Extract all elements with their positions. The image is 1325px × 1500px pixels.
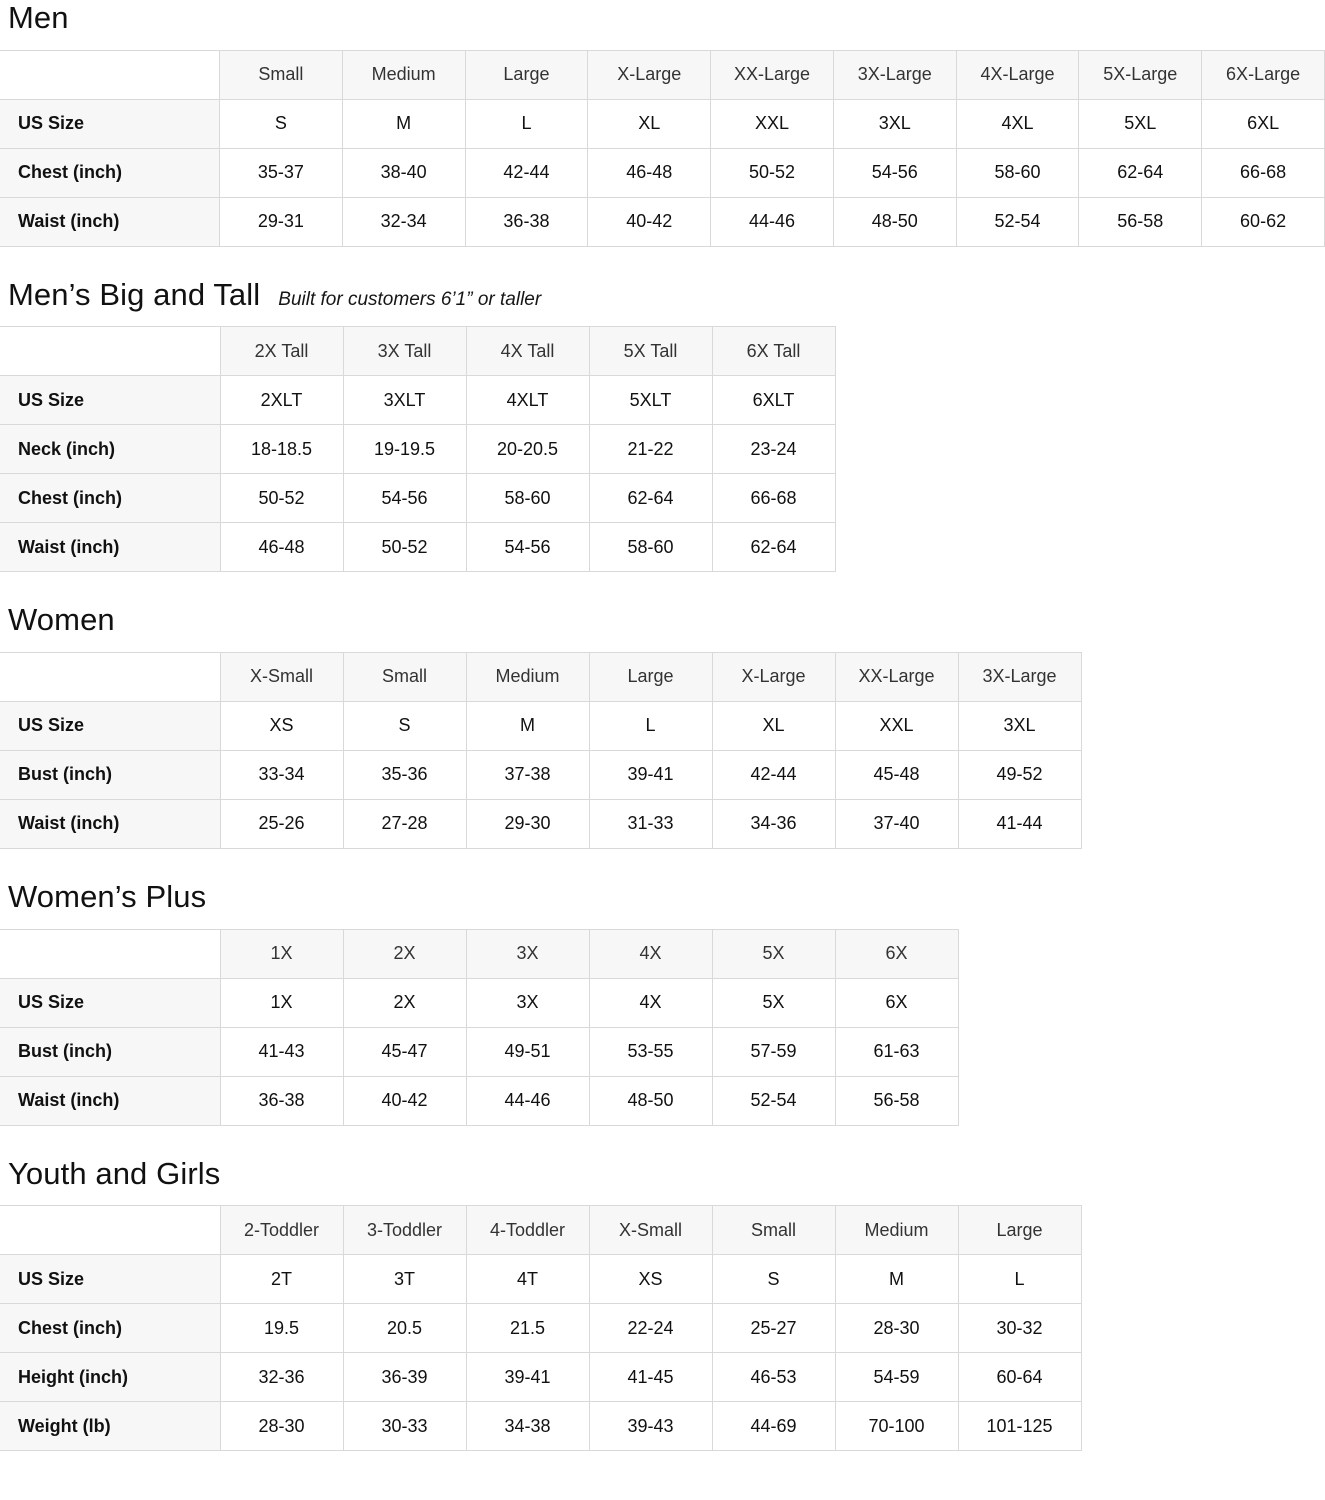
section-header <box>0 602 1325 638</box>
table-cell: 29-30 <box>466 799 589 848</box>
table-cell: 54-59 <box>835 1353 958 1402</box>
table-cell: 61-63 <box>835 1027 958 1076</box>
table-cell: M <box>835 1255 958 1304</box>
table-header-row <box>0 652 1081 701</box>
table-cell: 29-31 <box>219 197 342 246</box>
table-header-row <box>0 327 835 376</box>
table-cell: 49-52 <box>958 750 1081 799</box>
row-header: US Size <box>0 701 220 750</box>
table-cell: 40-42 <box>588 197 711 246</box>
table-header-row <box>0 50 1325 99</box>
table-cell: 20.5 <box>343 1304 466 1353</box>
table-cell: 42-44 <box>712 750 835 799</box>
table-cell: 46-48 <box>220 523 343 572</box>
table-cell: 60-64 <box>958 1353 1081 1402</box>
section-header <box>0 879 1325 915</box>
table-cell: 36-39 <box>343 1353 466 1402</box>
section-header <box>0 0 1325 36</box>
table-cell: 56-58 <box>1079 197 1202 246</box>
table-cell: 2XLT <box>220 376 343 425</box>
row-header: US Size <box>0 99 219 148</box>
row-header: Waist (inch) <box>0 1076 220 1125</box>
table-cell: 54-56 <box>343 474 466 523</box>
column-header: Medium <box>342 50 465 99</box>
table-row <box>0 750 1081 799</box>
table-corner-cell <box>0 50 219 99</box>
table-cell: 33-34 <box>220 750 343 799</box>
table-row <box>0 376 835 425</box>
table-cell: XXL <box>711 99 834 148</box>
size-table <box>0 652 1082 849</box>
row-header: US Size <box>0 978 220 1027</box>
table-cell: 50-52 <box>343 523 466 572</box>
table-cell: 42-44 <box>465 148 588 197</box>
size-section <box>0 602 1325 849</box>
column-header: XX-Large <box>835 652 958 701</box>
table-cell: 18-18.5 <box>220 425 343 474</box>
table-cell: 62-64 <box>712 523 835 572</box>
section-header <box>0 277 1325 313</box>
table-row <box>0 474 835 523</box>
table-cell: S <box>343 701 466 750</box>
table-cell: 23-24 <box>712 425 835 474</box>
table-cell: XXL <box>835 701 958 750</box>
column-header: 2-Toddler <box>220 1206 343 1255</box>
table-row <box>0 425 835 474</box>
table-row <box>0 1402 1081 1451</box>
table-cell: 45-47 <box>343 1027 466 1076</box>
table-header-row <box>0 1206 1081 1255</box>
table-row <box>0 1353 1081 1402</box>
size-section <box>0 0 1325 247</box>
section-title: Men’s Big and Tall <box>8 276 261 312</box>
section-title: Women’s Plus <box>8 878 207 914</box>
column-header: Large <box>465 50 588 99</box>
size-table <box>0 50 1325 247</box>
table-cell: 28-30 <box>835 1304 958 1353</box>
table-cell: 40-42 <box>343 1076 466 1125</box>
table-cell: 2X <box>343 978 466 1027</box>
table-cell: 34-36 <box>712 799 835 848</box>
row-header: Weight (lb) <box>0 1402 220 1451</box>
row-header: Bust (inch) <box>0 750 220 799</box>
column-header: 6X Tall <box>712 327 835 376</box>
row-header: Chest (inch) <box>0 148 219 197</box>
size-section <box>0 277 1325 573</box>
table-cell: 52-54 <box>956 197 1079 246</box>
table-row <box>0 1304 1081 1353</box>
column-header: X-Large <box>712 652 835 701</box>
table-cell: 35-36 <box>343 750 466 799</box>
column-header: X-Large <box>588 50 711 99</box>
column-header: Small <box>712 1206 835 1255</box>
table-cell: 3XLT <box>343 376 466 425</box>
table-cell: 36-38 <box>220 1076 343 1125</box>
table-cell: XS <box>220 701 343 750</box>
size-table <box>0 1205 1082 1451</box>
table-cell: 4XLT <box>466 376 589 425</box>
table-cell: 41-45 <box>589 1353 712 1402</box>
table-cell: 58-60 <box>589 523 712 572</box>
table-cell: 5XLT <box>589 376 712 425</box>
column-header: XX-Large <box>711 50 834 99</box>
table-cell: S <box>219 99 342 148</box>
column-header: Medium <box>466 652 589 701</box>
table-row <box>0 99 1325 148</box>
table-cell: M <box>342 99 465 148</box>
column-header: 5X <box>712 929 835 978</box>
table-cell: 25-27 <box>712 1304 835 1353</box>
column-header: Large <box>589 652 712 701</box>
table-corner-cell <box>0 327 220 376</box>
table-cell: 53-55 <box>589 1027 712 1076</box>
table-cell: 56-58 <box>835 1076 958 1125</box>
table-cell: 28-30 <box>220 1402 343 1451</box>
size-table <box>0 326 836 572</box>
table-cell: 25-26 <box>220 799 343 848</box>
table-cell: L <box>465 99 588 148</box>
table-cell: 62-64 <box>589 474 712 523</box>
table-cell: 39-41 <box>466 1353 589 1402</box>
table-cell: 44-69 <box>712 1402 835 1451</box>
row-header: Waist (inch) <box>0 523 220 572</box>
column-header: Small <box>343 652 466 701</box>
table-corner-cell <box>0 652 220 701</box>
table-cell: 58-60 <box>956 148 1079 197</box>
table-cell: 22-24 <box>589 1304 712 1353</box>
column-header: 3X Tall <box>343 327 466 376</box>
table-cell: 5XL <box>1079 99 1202 148</box>
section-header <box>0 1156 1325 1192</box>
column-header: Medium <box>835 1206 958 1255</box>
table-cell: 57-59 <box>712 1027 835 1076</box>
table-cell: 1X <box>220 978 343 1027</box>
table-cell: 58-60 <box>466 474 589 523</box>
table-row <box>0 1255 1081 1304</box>
table-cell: 3XL <box>833 99 956 148</box>
table-cell: 52-54 <box>712 1076 835 1125</box>
column-header: X-Small <box>589 1206 712 1255</box>
table-cell: 6X <box>835 978 958 1027</box>
table-cell: 3XL <box>958 701 1081 750</box>
table-cell: 32-36 <box>220 1353 343 1402</box>
table-cell: 44-46 <box>466 1076 589 1125</box>
table-cell: 34-38 <box>466 1402 589 1451</box>
section-title: Women <box>8 602 115 638</box>
size-table <box>0 929 959 1126</box>
table-cell: 41-43 <box>220 1027 343 1076</box>
row-header: Chest (inch) <box>0 1304 220 1353</box>
row-header: Neck (inch) <box>0 425 220 474</box>
table-cell: 35-37 <box>219 148 342 197</box>
row-header: US Size <box>0 376 220 425</box>
section-title: Youth and Girls <box>8 1155 221 1191</box>
table-cell: 37-40 <box>835 799 958 848</box>
column-header: 6X <box>835 929 958 978</box>
table-cell: M <box>466 701 589 750</box>
table-cell: 21.5 <box>466 1304 589 1353</box>
column-header: 4X <box>589 929 712 978</box>
table-cell: 41-44 <box>958 799 1081 848</box>
table-cell: 60-62 <box>1202 197 1325 246</box>
column-header: 6X-Large <box>1202 50 1325 99</box>
column-header: Large <box>958 1206 1081 1255</box>
section-title: Men <box>8 0 69 35</box>
table-cell: 36-38 <box>465 197 588 246</box>
table-cell: 62-64 <box>1079 148 1202 197</box>
column-header: 3X-Large <box>958 652 1081 701</box>
table-row <box>0 148 1325 197</box>
column-header: 4X-Large <box>956 50 1079 99</box>
table-cell: 54-56 <box>466 523 589 572</box>
table-cell: 44-46 <box>711 197 834 246</box>
table-cell: 48-50 <box>833 197 956 246</box>
table-cell: 3T <box>343 1255 466 1304</box>
table-row <box>0 523 835 572</box>
row-header: Waist (inch) <box>0 799 220 848</box>
table-cell: 27-28 <box>343 799 466 848</box>
table-corner-cell <box>0 929 220 978</box>
table-row <box>0 701 1081 750</box>
table-row <box>0 799 1081 848</box>
table-cell: 6XL <box>1202 99 1325 148</box>
table-cell: 30-32 <box>958 1304 1081 1353</box>
table-cell: 70-100 <box>835 1402 958 1451</box>
table-row <box>0 1027 958 1076</box>
column-header: 3-Toddler <box>343 1206 466 1255</box>
column-header: Small <box>219 50 342 99</box>
row-header: US Size <box>0 1255 220 1304</box>
table-cell: L <box>589 701 712 750</box>
table-cell: 4T <box>466 1255 589 1304</box>
table-cell: 46-48 <box>588 148 711 197</box>
table-cell: 45-48 <box>835 750 958 799</box>
table-cell: 37-38 <box>466 750 589 799</box>
table-cell: 49-51 <box>466 1027 589 1076</box>
table-cell: S <box>712 1255 835 1304</box>
size-section <box>0 1156 1325 1452</box>
table-corner-cell <box>0 1206 220 1255</box>
row-header: Chest (inch) <box>0 474 220 523</box>
table-header-row <box>0 929 958 978</box>
table-cell: 66-68 <box>1202 148 1325 197</box>
table-cell: 38-40 <box>342 148 465 197</box>
table-row <box>0 978 958 1027</box>
column-header: 2X <box>343 929 466 978</box>
table-cell: 4XL <box>956 99 1079 148</box>
table-cell: 19.5 <box>220 1304 343 1353</box>
table-cell: 20-20.5 <box>466 425 589 474</box>
table-cell: 21-22 <box>589 425 712 474</box>
size-section <box>0 879 1325 1126</box>
table-cell: XL <box>712 701 835 750</box>
column-header: 2X Tall <box>220 327 343 376</box>
table-row <box>0 1076 958 1125</box>
table-cell: 50-52 <box>711 148 834 197</box>
table-cell: XS <box>589 1255 712 1304</box>
table-cell: 39-41 <box>589 750 712 799</box>
row-header: Height (inch) <box>0 1353 220 1402</box>
table-cell: 66-68 <box>712 474 835 523</box>
table-cell: 19-19.5 <box>343 425 466 474</box>
table-cell: 31-33 <box>589 799 712 848</box>
table-cell: XL <box>588 99 711 148</box>
row-header: Bust (inch) <box>0 1027 220 1076</box>
table-row <box>0 197 1325 246</box>
column-header: 5X-Large <box>1079 50 1202 99</box>
table-cell: 30-33 <box>343 1402 466 1451</box>
table-cell: 2T <box>220 1255 343 1304</box>
row-header: Waist (inch) <box>0 197 219 246</box>
table-cell: 50-52 <box>220 474 343 523</box>
table-cell: 54-56 <box>833 148 956 197</box>
column-header: X-Small <box>220 652 343 701</box>
table-cell: 48-50 <box>589 1076 712 1125</box>
column-header: 3X <box>466 929 589 978</box>
table-cell: 46-53 <box>712 1353 835 1402</box>
column-header: 5X Tall <box>589 327 712 376</box>
table-cell: 39-43 <box>589 1402 712 1451</box>
column-header: 4-Toddler <box>466 1206 589 1255</box>
column-header: 3X-Large <box>833 50 956 99</box>
table-cell: 32-34 <box>342 197 465 246</box>
table-cell: L <box>958 1255 1081 1304</box>
table-cell: 101-125 <box>958 1402 1081 1451</box>
table-cell: 4X <box>589 978 712 1027</box>
section-note: Built for customers 6’1” or taller <box>278 288 542 310</box>
column-header: 4X Tall <box>466 327 589 376</box>
table-cell: 6XLT <box>712 376 835 425</box>
column-header: 1X <box>220 929 343 978</box>
table-cell: 3X <box>466 978 589 1027</box>
table-cell: 5X <box>712 978 835 1027</box>
